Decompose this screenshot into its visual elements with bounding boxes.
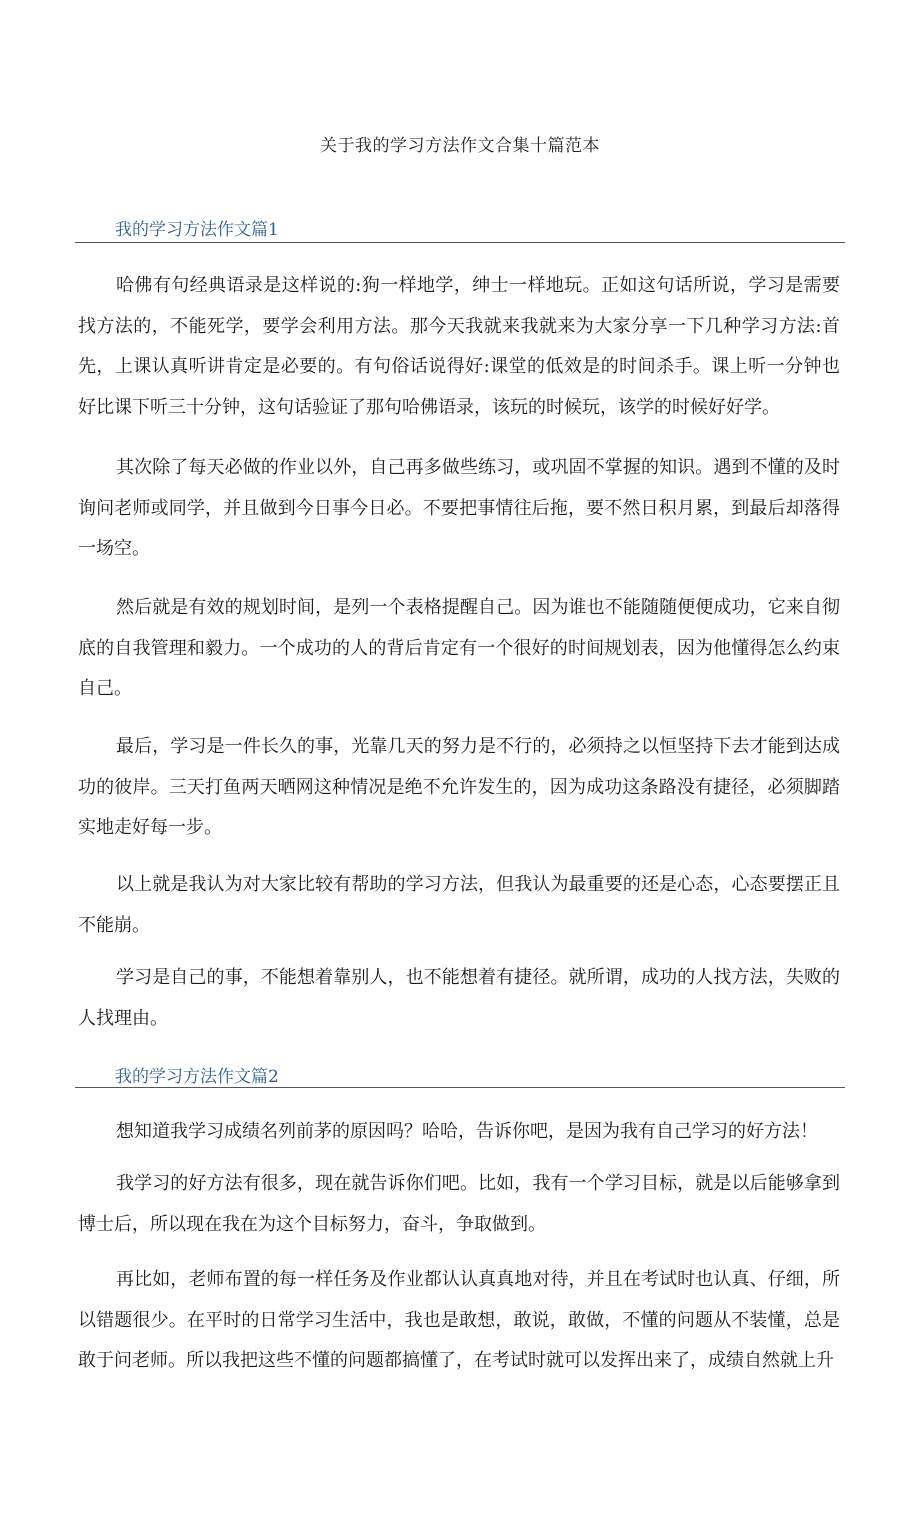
paragraph-2-3: 再比如，老师布置的每一样任务及作业都认认真真地对待，并且在考试时也认真、仔细，所以错题很少。在平时的日常学习生活中，我也是敢想，敢说，敢做，不懂的问题从不装懂，总是敢于问老师。所以我把这些不懂的问题都搞懂了，在考试时就可以发挥出来了，成绩自然就上升: [78, 1269, 840, 1371]
paragraph-1-6: 学习是自己的事，不能想着靠别人，也不能想着有捷径。就所谓，成功的人找方法，失败的人找理由。: [78, 967, 840, 1029]
paragraph-1-4: 最后，学习是一件长久的事，光靠几天的努力是不行的，必须持之以恒坚持下去才能到达成功的彼岸。三天打鱼两天晒网这种情况是绝不允许发生的，因为成功这条路没有捷径，必须脚踏实地走好每一步。: [78, 736, 840, 838]
section-divider-1: [75, 242, 845, 243]
section-heading-1: 我的学习方法作文篇1: [115, 220, 279, 240]
paragraph-2-2: 我学习的好方法有很多，现在就告诉你们吧。比如，我有一个学习目标，就是以后能够拿到博士后，所以现在我在为这个目标努力，奋斗，争取做到。: [78, 1173, 840, 1235]
paragraph-1-3: 然后就是有效的规划时间，是列一个表格提醒自己。因为谁也不能随随便便成功，它来自彻底的自我管理和毅力。一个成功的人的背后肯定有一个很好的时间规划表，因为他懂得怎么约束自己。: [78, 597, 840, 699]
document-title: 关于我的学习方法作文合集十篇范本: [320, 136, 600, 156]
paragraph-2-1: 想知道我学习成绩名列前茅的原因吗？哈哈，告诉你吧，是因为我有自己学习的好方法！: [116, 1121, 818, 1142]
paragraph-1-2: 其次除了每天必做的作业以外，自己再多做些练习，或巩固不掌握的知识。遇到不懂的及时询问老师或同学，并且做到今日事今日必。不要把事情往后拖，要不然日积月累，到最后却落得一场空。: [78, 457, 840, 559]
section-heading-2: 我的学习方法作文篇2: [115, 1067, 279, 1087]
paragraph-1-5: 以上就是我认为对大家比较有帮助的学习方法，但我认为最重要的还是心态，心态要摆正且不能崩。: [78, 874, 840, 936]
section-divider-2: [75, 1087, 845, 1088]
paragraph-1-1: 哈佛有句经典语录是这样说的:狗一样地学，绅士一样地玩。正如这句话所说，学习是需要找方法的，不能死学，要学会利用方法。那今天我就来我就来为大家分享一下几种学习方法:首先，上课认真听讲肯定是必要的。有句俗话说得好:课堂的低效是的时间杀手。课上听一分钟也好比课下听三十分钟，这句话验证了那句哈佛语录，该玩的时候玩，该学的时候好好学。: [78, 275, 840, 418]
